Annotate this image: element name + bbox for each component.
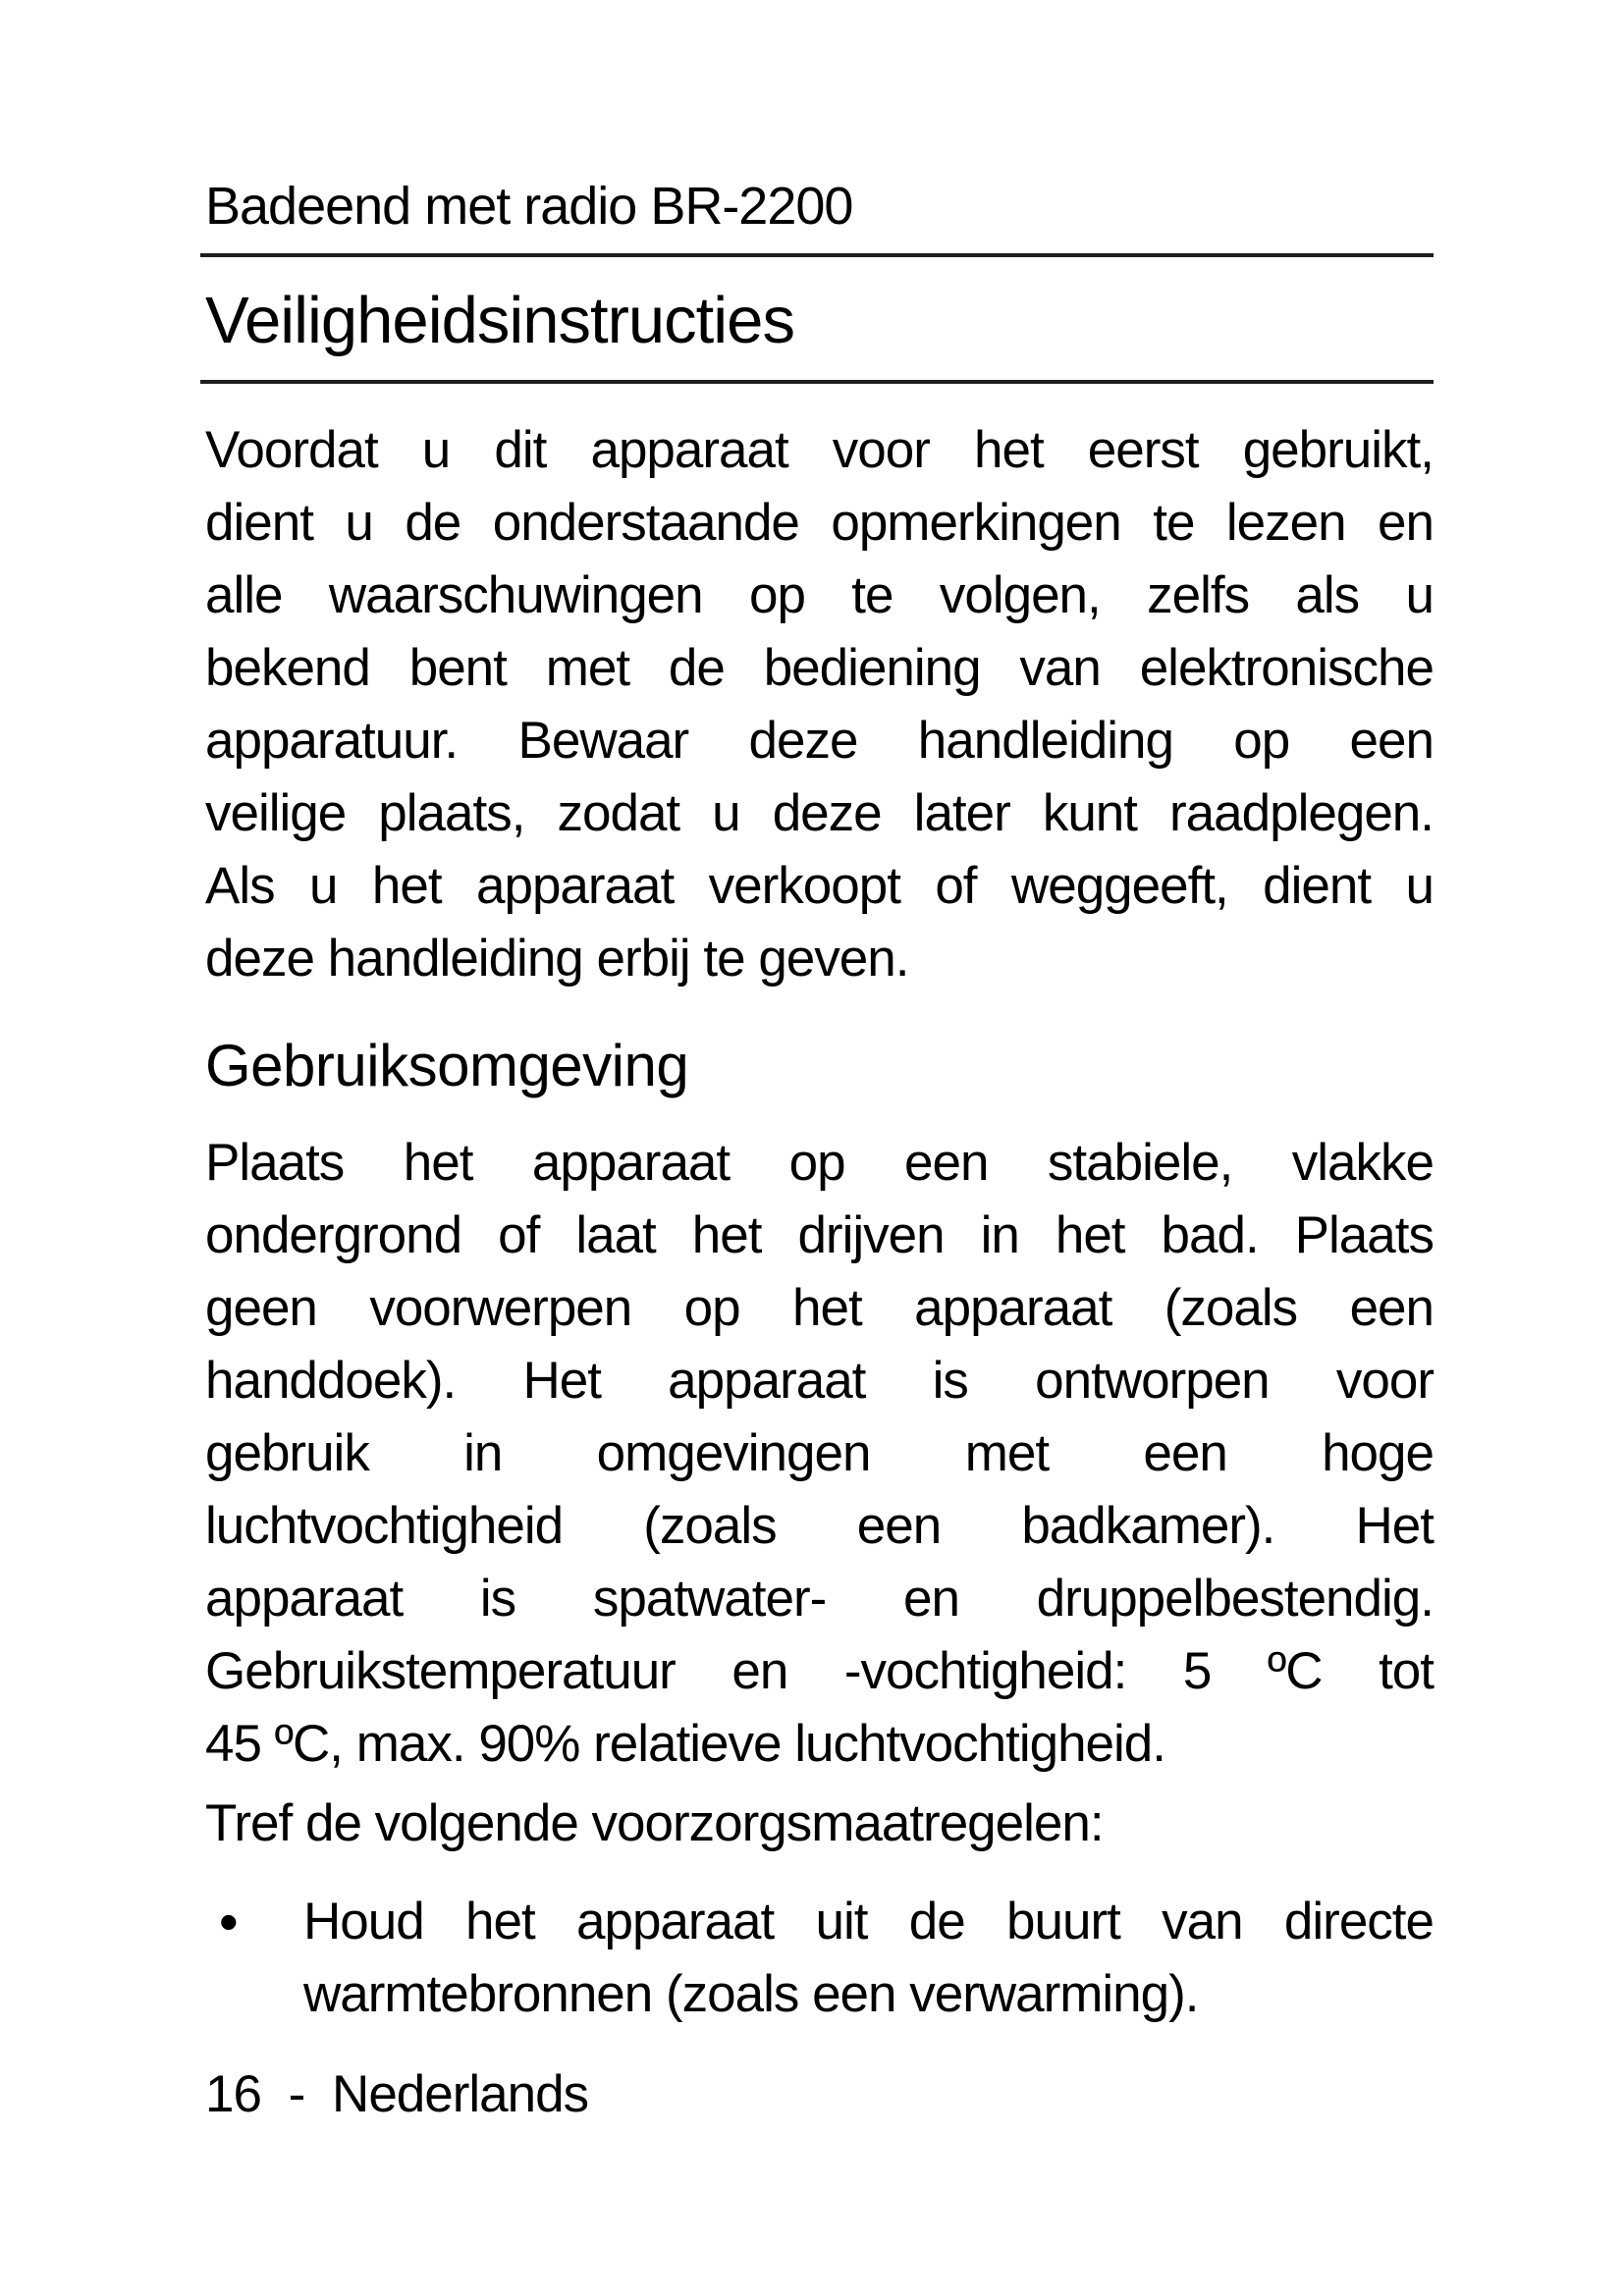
text-line: Plaats het apparaat op een stabiele, vlakke: [205, 1134, 1434, 1192]
list-item-heat-sources: [205, 1886, 1434, 2031]
text-line: ondergrond of laat het drijven in het bad. Plaats: [205, 1206, 1434, 1264]
text-line: geen voorwerpen op het apparaat (zoals een: [205, 1279, 1434, 1337]
precautions-intro-paragraph: [205, 1788, 1434, 1860]
text-line: 45 ºC, max. 90% relatieve luchtvochtigheid.: [205, 1715, 1166, 1773]
text-line: bekend bent met de bediening van elektronische: [205, 639, 1434, 697]
section-heading-gebruiksomgeving: Gebruiksomgeving: [205, 1033, 689, 1098]
text-line: Tref de volgende voorzorgsmaatregelen:: [205, 1794, 1104, 1852]
list-item-text: [303, 1886, 1434, 2031]
text-line: veilige plaats, zodat u deze later kunt raadplegen.: [205, 784, 1434, 842]
usage-paragraph: [205, 1127, 1434, 1781]
page-header-product-name: Badeend met radio BR-2200: [205, 177, 853, 236]
text-line: handdoek). Het apparaat is ontworpen voor: [205, 1352, 1434, 1410]
header-divider: [200, 253, 1434, 257]
text-line: apparatuur. Bewaar deze handleiding op een: [205, 712, 1434, 770]
text-line: gebruik in omgevingen met een hoge: [205, 1424, 1434, 1482]
page-footer-page-number: 16 - Nederlands: [205, 2065, 589, 2123]
text-line: dient u de onderstaande opmerkingen te lezen en: [205, 494, 1434, 552]
text-line: alle waarschuwingen op te volgen, zelfs als u: [205, 566, 1434, 624]
text-line: luchtvochtigheid (zoals een badkamer). Het: [205, 1497, 1434, 1555]
bullet-icon: •: [219, 1891, 239, 1952]
text-line: Houd het apparaat uit de buurt van directe: [303, 1893, 1434, 1950]
text-line: apparaat is spatwater- en druppelbestendig.: [205, 1570, 1434, 1628]
intro-paragraph: [205, 414, 1434, 995]
text-line: Gebruikstemperatuur en -vochtigheid: 5 ºC tot: [205, 1642, 1434, 1700]
text-line: Voordat u dit apparaat voor het eerst gebruikt,: [205, 421, 1434, 479]
page-title: Veiligheidsinstructies: [205, 284, 794, 357]
text-line: warmtebronnen (zoals een verwarming).: [303, 1965, 1199, 2023]
title-divider: [200, 380, 1434, 384]
text-line: Als u het apparaat verkoopt of weggeeft, dient u: [205, 857, 1434, 915]
text-line: deze handleiding erbij te geven.: [205, 930, 909, 988]
